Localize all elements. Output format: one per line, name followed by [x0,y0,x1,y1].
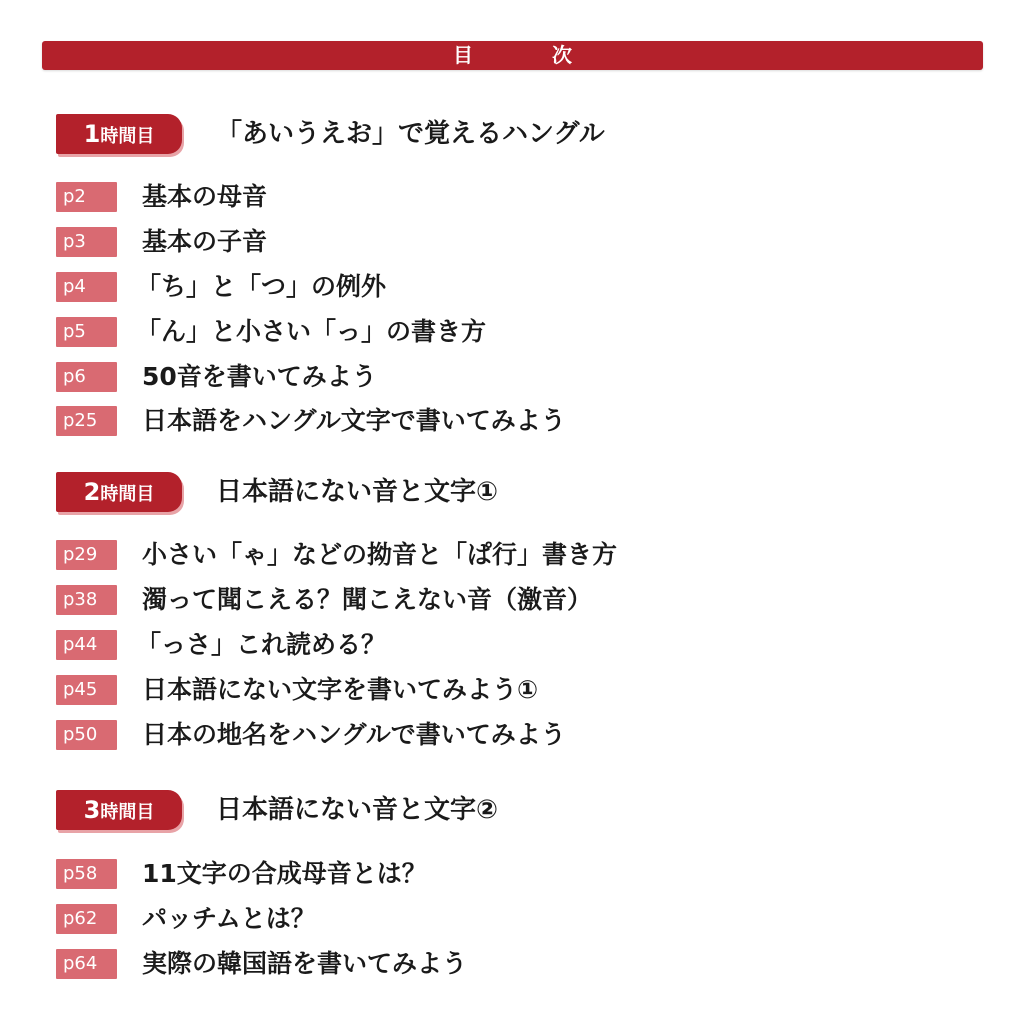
toc-entry[interactable] [56,629,976,661]
page-number-tag: p45 [56,675,117,705]
lesson-number: 3 [83,796,101,824]
page-number-tag: p4 [56,272,117,302]
lesson-1-header [56,114,976,154]
toc-entry-title: 「ち」と「つ」の例外 [136,272,387,301]
lesson-3-header [56,790,976,830]
lesson-unit: 時間目 [100,484,155,505]
lesson-2-header [56,472,976,512]
page-number-tag: p50 [56,720,117,750]
toc-entry[interactable] [56,584,976,616]
toc-entry-title: 「っさ」これ読める？ [136,630,387,659]
toc-entry-title: 「ん」と小さい「っ」の書き方 [136,317,487,346]
toc-entry-title: 50音を書いてみよう [142,362,377,391]
page-number-tag: p38 [56,585,117,615]
page-number-tag: p3 [56,227,117,257]
toc-entry[interactable] [56,271,976,303]
lesson-1-title: 「あいうえお」で覚えるハングル [216,119,605,149]
toc-entry-title: 実際の韓国語を書いてみよう [142,949,468,978]
toc-entry-title: 日本の地名をハングルで書いてみよう [142,720,566,749]
lesson-unit: 時間目 [100,802,155,823]
toc-entry-title: 基本の母音 [142,182,268,211]
toc-entry-title: 濁って聞こえる？聞こえない音（激音） [142,585,593,614]
toc-entry-title: パッチムとは？ [142,904,316,933]
page-number-tag: p25 [56,406,117,436]
page-title: 目 次 [42,41,983,70]
toc-entry-title: 基本の子音 [142,227,268,256]
page-number-tag: p64 [56,949,117,979]
toc-entry[interactable] [56,719,976,751]
toc-entry[interactable] [56,181,976,213]
page-number-tag: p29 [56,540,117,570]
toc-entry[interactable] [56,903,976,935]
page-number-tag: p44 [56,630,117,660]
page-number-tag: p58 [56,859,117,889]
toc-entry[interactable] [56,858,976,890]
lesson-3-badge [56,790,182,830]
toc-entry[interactable] [56,948,976,980]
lesson-number: 1 [83,120,101,148]
page-number-tag: p62 [56,904,117,934]
page-number-tag: p2 [56,182,117,212]
toc-entry-title: 11文字の合成母音とは？ [142,859,427,888]
lesson-number: 2 [83,478,101,506]
toc-entry-title: 日本語にない文字を書いてみよう① [142,675,539,704]
lesson-1-badge [56,114,182,154]
toc-entry[interactable] [56,539,976,571]
toc-entry[interactable] [56,361,976,393]
toc-entry-title: 小さい「ゃ」などの拗音と「ぱ行」書き方 [142,540,618,569]
toc-entry[interactable] [56,405,976,437]
toc-entry-title: 日本語をハングル文字で書いてみよう [142,406,566,435]
lesson-unit: 時間目 [100,126,155,147]
toc-entry[interactable] [56,226,976,258]
page-number-tag: p6 [56,362,117,392]
lesson-2-badge [56,472,182,512]
lesson-2-title: 日本語にない音と文字① [216,477,499,507]
lesson-3-title: 日本語にない音と文字② [216,795,499,825]
toc-entry[interactable] [56,316,976,348]
toc-entry[interactable] [56,674,976,706]
page-number-tag: p5 [56,317,117,347]
